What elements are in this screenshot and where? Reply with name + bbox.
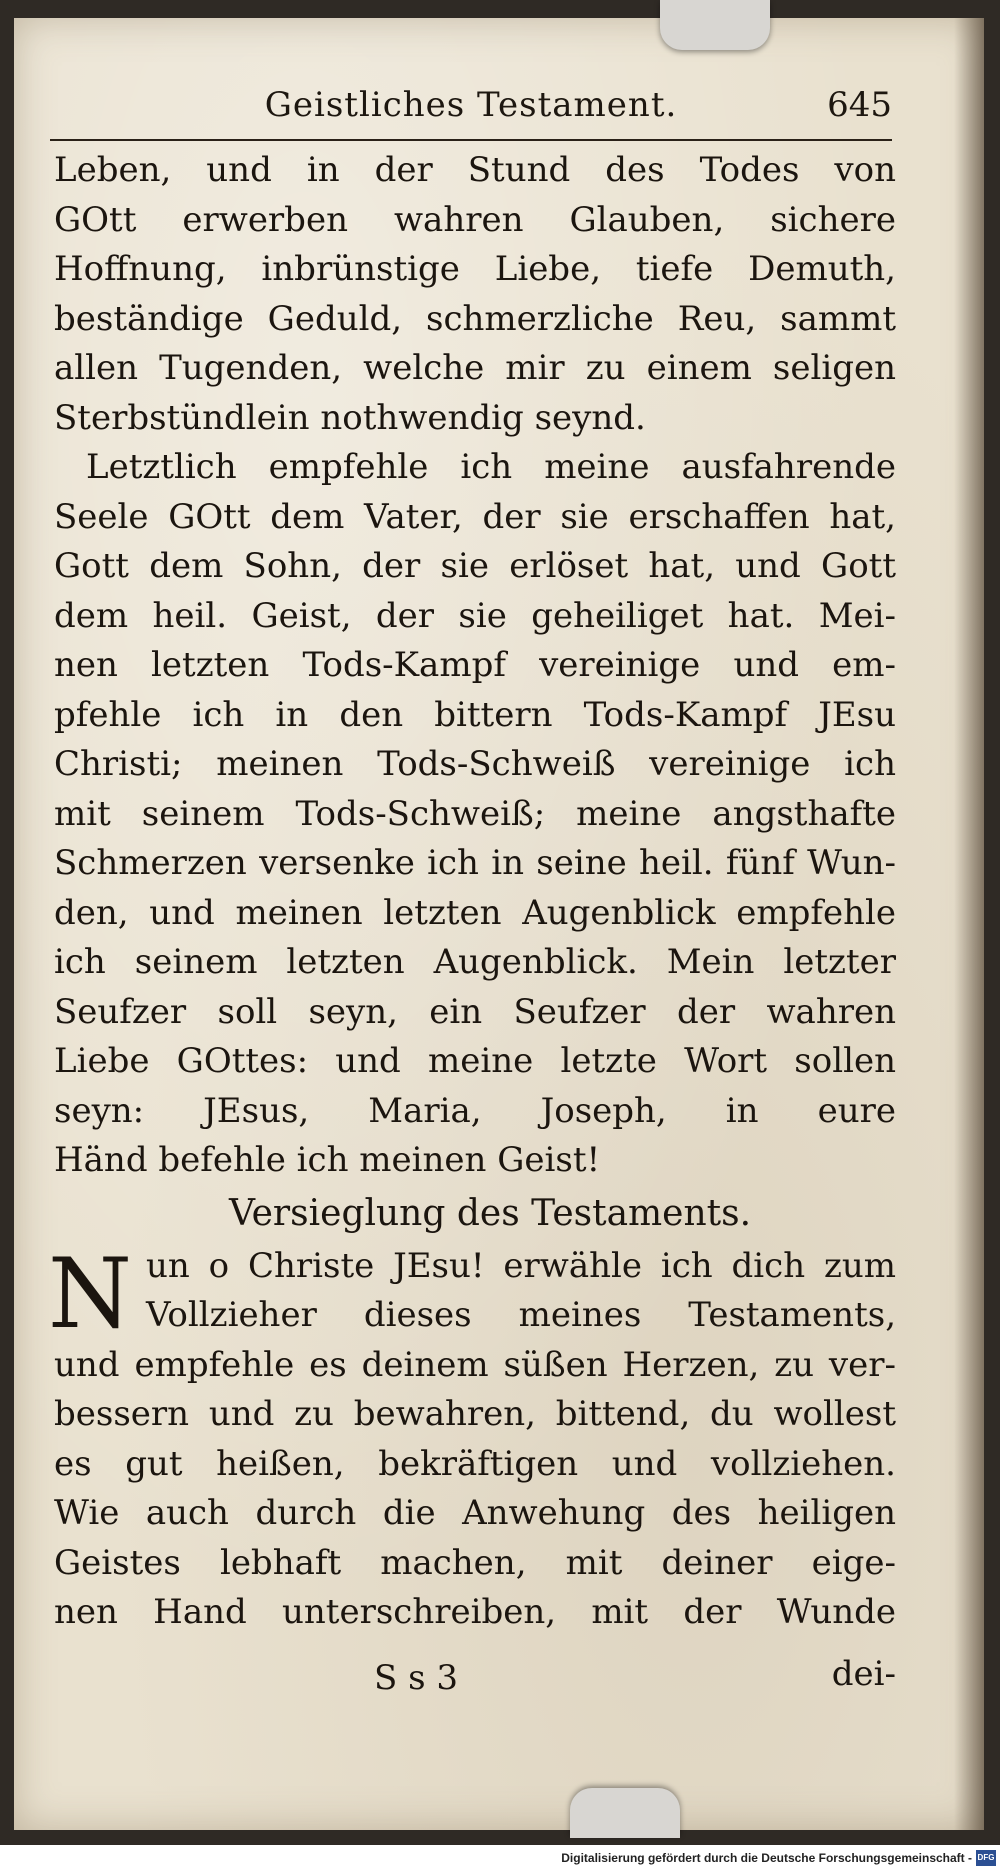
digitization-credit: Digitalisierung gefördert durch die Deutsche Forschungsgemeinschaft - <box>561 1851 972 1865</box>
text-line: Christi; meinen Tods-Schweiß vereinige ich <box>54 744 896 784</box>
text-line: pfehle ich in den bittern Tods-Kampf JEsu <box>54 694 896 735</box>
text-line: Letztlich empfehle ich meine ausfahrende <box>86 447 896 487</box>
running-title: Geistliches Testament. <box>264 85 678 125</box>
catchword: dei- <box>831 1654 896 1694</box>
text-line: Gott dem Sohn, der sie erlöset hat, und Gott <box>54 546 896 586</box>
text-line: Vollzieher dieses meines Testaments, <box>146 1295 896 1335</box>
text-line: GOtt erwerben wahren Glauben, sichere <box>54 199 896 240</box>
text-line: Seele GOtt dem Vater, der sie erschaffen hat, <box>54 496 896 537</box>
text-line: den, und meinen letzten Augenblick empfehle <box>54 892 896 933</box>
page-paper <box>14 18 984 1830</box>
text-line: Händ befehle ich meinen Geist! <box>54 1140 601 1180</box>
text-line: Wie auch durch die Anwehung des heiligen <box>54 1493 896 1533</box>
text-line: Geistes lebhaft machen, mit deiner eige- <box>54 1542 896 1583</box>
text-line: ich seinem letzten Augenblick. Mein letzter <box>54 942 896 982</box>
text-line: Seufzer soll seyn, ein Seufzer der wahren <box>54 991 896 1032</box>
running-header <box>50 83 892 141</box>
text-line: Sterbstündlein nothwendig seynd. <box>54 397 646 438</box>
text-line: nen Hand unterschreiben, mit der Wunde <box>54 1592 896 1632</box>
bottom-page-clip <box>570 1788 680 1838</box>
text-line: und empfehle es deinem süßen Herzen, zu ver- <box>54 1344 896 1385</box>
digitization-credit-bar <box>0 1845 1000 1875</box>
text-line: Leben, und in der Stund des Todes von <box>54 150 896 190</box>
page-gutter-shadow <box>954 18 984 1830</box>
text-line: Schmerzen versenke ich in seine heil. fünf Wun- <box>54 843 896 883</box>
dfg-logo-icon: DFG <box>976 1850 996 1866</box>
paragraph-1 <box>54 146 896 443</box>
text-line: bessern und zu bewahren, bittend, du wollest <box>54 1394 896 1434</box>
text-line: beständige Geduld, schmerzliche Reu, sammt <box>54 298 896 339</box>
top-page-clip <box>660 0 770 50</box>
body-text <box>48 146 896 1638</box>
text-line: un o Christe JEsu! erwähle ich dich zum <box>146 1245 896 1286</box>
drop-cap: N <box>48 1237 132 1350</box>
text-line: es gut heißen, bekräftigen und vollziehen. <box>54 1443 896 1484</box>
text-line: dem heil. Geist, der sie geheiliget hat. Mei- <box>54 595 896 636</box>
text-line: seyn: JEsus, Maria, Joseph, in eure <box>54 1090 896 1131</box>
text-line: nen letzten Tods-Kampf vereinige und em- <box>54 645 896 685</box>
text-line: Liebe GOttes: und meine letzte Wort sollen <box>54 1041 896 1081</box>
text-line: Hoffnung, inbrünstige Liebe, tiefe Demuth, <box>54 249 896 289</box>
text-line: mit seinem Tods-Schweiß; meine angsthafte <box>54 793 896 834</box>
signature-mark: S s 3 <box>374 1658 458 1698</box>
paragraph-3 <box>48 1237 896 1638</box>
paragraph-2 <box>54 443 896 1186</box>
page-footer-line <box>54 1654 896 1714</box>
page-number: 645 <box>827 85 892 125</box>
section-heading: Versieglung des Testaments. <box>228 1192 752 1234</box>
text-line: allen Tugenden, welche mir zu einem seligen <box>54 348 896 388</box>
